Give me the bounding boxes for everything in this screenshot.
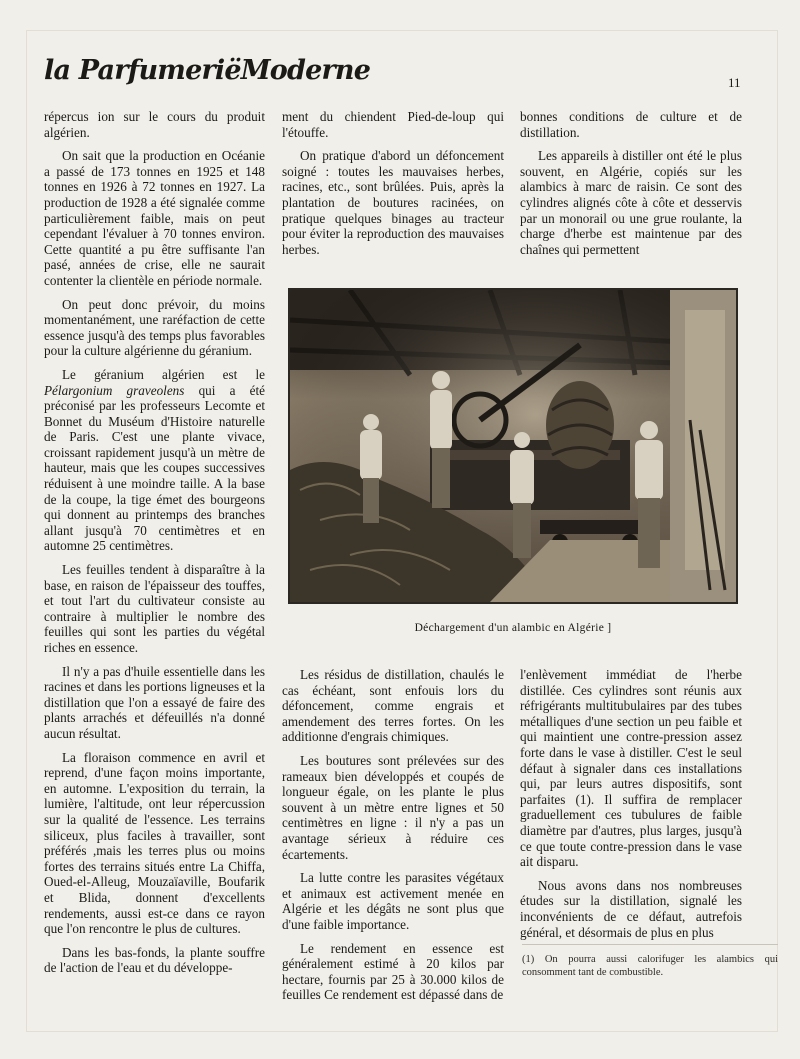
paragraph-text: qui a été préconisé par les professeurs Lecomte et Bonnet du Muséum d'Histoire naturelle de Paris. C'est une plante vivace, croissant rapidement jusqu'à un mètre de hauteur, mais que les coupes successives réduisent à une moindre taille. A la base de la coupe, la tige émet des bourgeons qui donnent au printemps des branches allant jusqu'à 70 centimètres et en automne 25 centimètres. (44, 382, 265, 554)
paragraph (44, 367, 265, 554)
species-name: Pélargonium graveolens (44, 382, 185, 398)
page-number: 11 (728, 75, 741, 90)
paragraph: Les résidus de distillation, chaulés le cas échéant, sont enfouis lors du défoncement, comme engrais et amendement des terres fortes. On les additionne d'engrais chimiques. (282, 667, 504, 745)
paragraph: On pratique d'abord un défoncement soigné : toutes les mauvaises herbes, racines, etc., sont brûlées. Puis, après la plantation de boutures racinées, on pratique quelques binages au tracteur pour éviter la reproduction des mauvaises herbes. (282, 148, 504, 257)
paragraph: Nous avons dans nos nombreuses études sur la distillation, signalé les inconvénients de ce défaut, autrefois général, et désormais de plus en plus (520, 877, 742, 940)
paragraph: La floraison commence en avril et reprend, d'une façon moins importante, en automne. L'exposition du terrain, la lumière, l'altitude, ont leur répercussion sur la qualité de l'essence. Les terrains siliceux, plus faciles à travailler, sont préférés ,mais les terres plus ou moins fortes des terrains situés entre La Chiffa, Oued-el-Alleug, Mouzaïaville, Boufarik et Blida, donnent d'excellents rendements, aussi est-ce dans ce rayon que l'on rencontre le plus de cultures. (44, 749, 265, 937)
footnote: (1) On pourra aussi calorifuger les alambics qui consomment tant de combustible. (522, 954, 778, 978)
distillery-photograph (288, 288, 738, 604)
masthead-logo: la ParfumeriëModerne (44, 55, 371, 86)
figure-caption: Déchargement d'un alambic en Algérie ] (414, 622, 612, 634)
paragraph: La lutte contre les parasites végétaux et animaux est activement menée en Algérie et les dégâts ne sont plus que d'une faible importance. (282, 870, 504, 932)
paragraph: Les appareils à distiller ont été le plus souvent, en Algérie, copiés sur les alambics à marc de raisin. Ce sont des cylindres alignés côte à côte et desservis par un monorail ou une grue roulante, la charge d'herbe est maintenue par des chaînes qui permettent (520, 148, 742, 257)
paragraph: On sait que la production en Océanie a passé de 173 tonnes en 1925 et 148 tonnes en 1926 à 72 tonnes en 1927. La production de 1928 a été signalée comme particulièrement faible, mais on peut cependant l'évaluer à 70 tonnes environ. Cette quantité a pu être suffisante l'an pasé, années de crise, elle ne saurait contenter la clientèle en période normale. (44, 148, 265, 288)
paragraph: ment du chiendent Pied-de-loup qui l'étouffe. (282, 109, 504, 140)
middle-column-top (282, 109, 504, 265)
middle-column-bottom (282, 667, 504, 1011)
paragraph: On peut donc prévoir, du moins momentanément, une raréfaction de cette essence jusqu'à des temps plus favorables pour la culture algérienne du géranium. (44, 296, 265, 359)
paragraph-text: Le géranium algérien est le (62, 366, 265, 382)
footnote-divider (522, 944, 778, 945)
right-column-bottom (520, 667, 742, 948)
paragraph: Les feuilles tendent à disparaître à la base, en raison de l'épaisseur des touffes, et tout l'art du cultivateur consiste au contraire à multiplier le nombre des feuilles qui sont les parties du végétal riches en essence. (44, 562, 265, 655)
paragraph: bonnes conditions de culture et de distillation. (520, 109, 742, 140)
paragraph: l'enlèvement immédiat de l'herbe distillée. Ces cylindres sont réunis aux réfrigérants multitubulaires par des tubes métalliques d'une section un peu faible et qui maintient une contre-pression assez forte dans le vase à distiller. C'est le seul défaut à signaler dans ces installations qui, par leurs autres dispositifs, sont parfaites (1). Il suffira de remplacer graduellement ces tubulures de faible diamètre par d'autres, plus larges, jusqu'à ce que toute contre-pression dans le vase ait disparu. (520, 667, 742, 870)
paragraph: Le rendement en essence est généralement estimé à 20 kilos par hectare, fournis par 25 à 30.000 kilos de feuilles Ce rendement est dépassé dans de (282, 940, 504, 1003)
photograph-illustration (290, 290, 736, 602)
right-column-top (520, 109, 742, 265)
paragraph: Dans les bas-fonds, la plante souffre de l'action de l'eau et du développe- (44, 944, 265, 976)
paragraph: Il n'y a pas d'huile essentielle dans les racines et dans les portions ligneuses et la distillation que l'on a essayé de faire des plants arrachés et défeuillés n'a donné aucun résultat. (44, 663, 265, 741)
left-column (44, 109, 265, 984)
paragraph: répercus ion sur le cours du produit algérien. (44, 109, 265, 140)
paragraph: Les boutures sont prélevées sur des rameaux bien développés et coupés de longueur égale, on les plante le plus souvent à un mètre entre lignes et 50 centimètres en ligne : il n'y a pas un avantage sérieux à réduire ces écartements. (282, 752, 504, 862)
